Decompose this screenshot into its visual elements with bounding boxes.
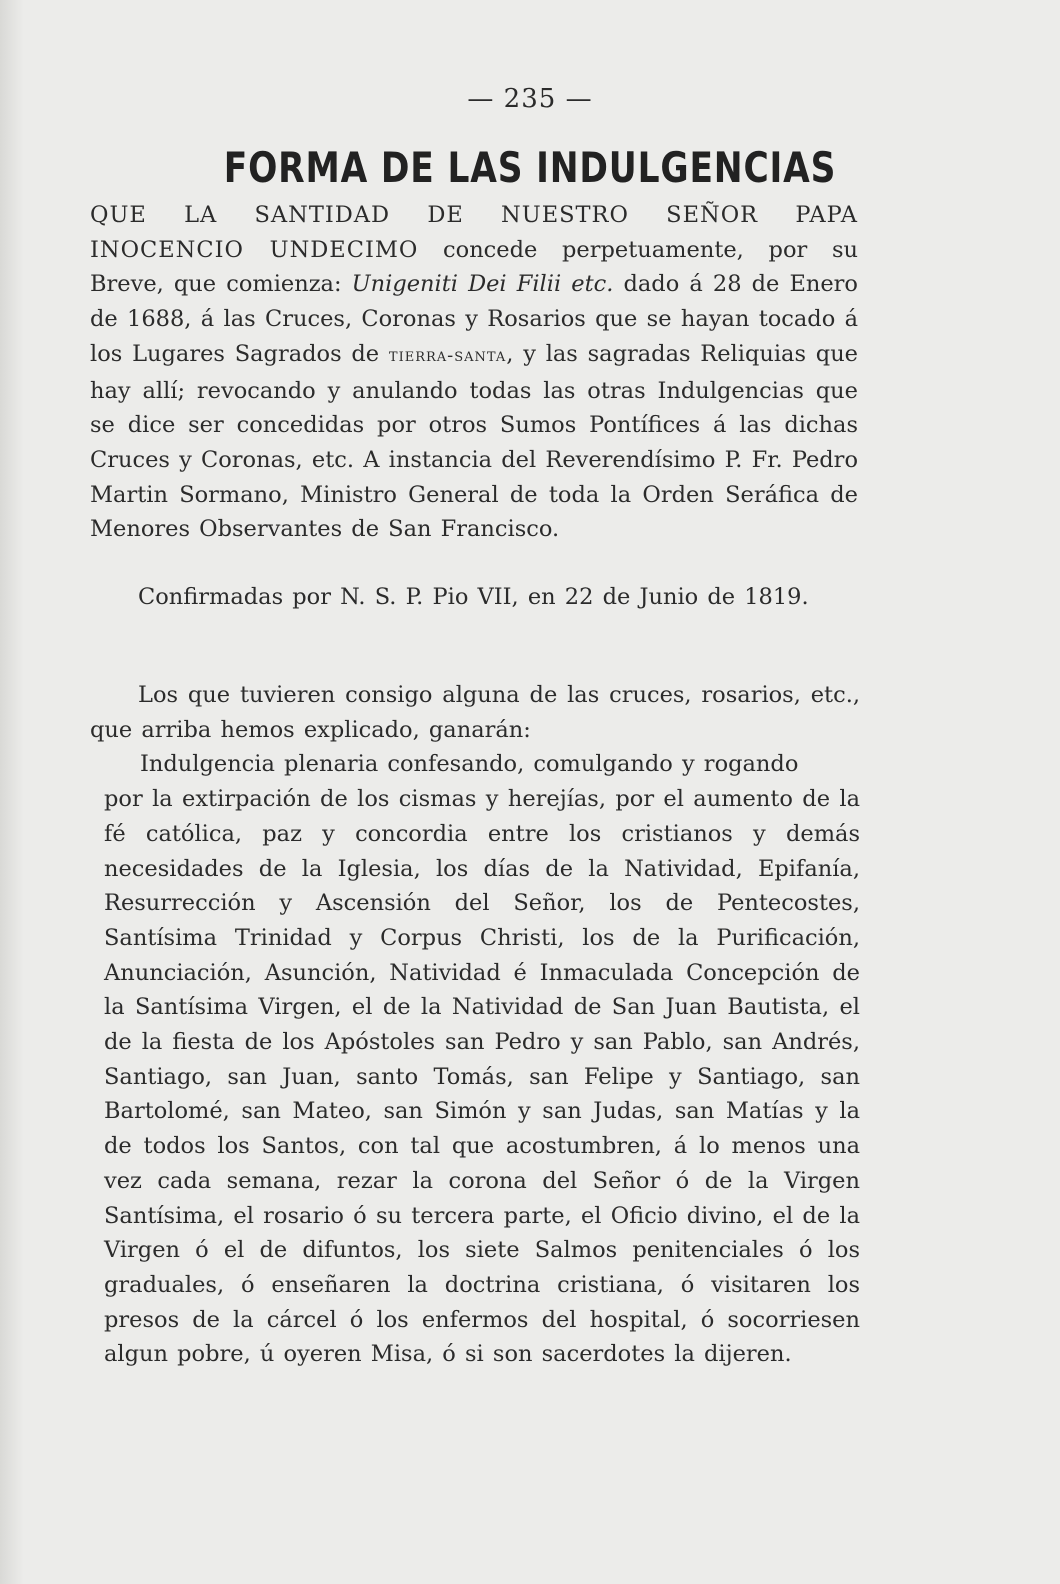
intro-uppercase: QUE LA SANTIDAD DE NUESTRO SEÑOR PAPA INOCENCIO UNDECIMO: [90, 202, 858, 263]
intro-smallcaps: tierra-santa: [388, 344, 507, 366]
gutter-shadow: [0, 0, 24, 1584]
intro-part-3: , y las sagradas Reliquias que hay allí; revocando y anulando todas las otras Indulgencias que se dice ser concedidas por otros Sumos Pontífices á las dichas Cruces y Coronas, etc. A instancia del Reverendísimo P. Fr. Pedro Martin Sormano, Ministro General de toda la Orden Seráfica de Menores Observantes de San Francisco.: [90, 340, 858, 543]
effects-body-first-line: Indulgencia plenaria confesando, comulgando y rogando: [140, 751, 799, 778]
page-title: FORMA DE LAS INDULGENCIAS: [223, 143, 837, 192]
effects-section: [90, 678, 860, 1372]
effects-body-rest: por la extirpación de los cismas y herejías, por el aumento de la fé católica, paz y concordia entre los cristianos y demás necesidades de la Iglesia, los días de la Natividad, Epifanía, Resurrección y Ascensión del Señor, los de Pentecostes, Santísima Trinidad y Corpus Christi, los de la Purificación, Anunciación, Asunción, Natividad é Inmaculada Concepción de la Santísima Virgen, el de la Natividad de San Juan Bautista, el de la fiesta de los Apóstoles san Pedro y san Pablo, san Andrés, Santiago, san Juan, santo Tomás, san Felipe y Santiago, san Bartolomé, san Mateo, san Simón y san Judas, san Matías y la de todos los Santos, con tal que acostumbren, á lo menos una vez cada semana, rezar la corona del Señor ó de la Virgen Santísima, el rosario ó su tercera parte, el Oficio divino, el de la Virgen ó el de difuntos, los siete Salmos penitenciales ó los graduales, ó enseñaren la doctrina cristiana, ó visitaren los presos de la cárcel ó los enfermos del hospital, ó socorriesen algun pobre, ú oyeren Misa, ó si son sacerdotes la dijeren.: [104, 786, 860, 1368]
intro-paragraph: [90, 198, 858, 547]
intro-part-2: dado á 28 de Enero de 1688, á las Cruces, Coronas y Rosarios que se hayan tocado á los Lugares Sagrados de: [90, 271, 858, 367]
effects-lead: Los que tuvieren consigo alguna de las cruces, rosarios, etc., que arriba hemos explicado, ganarán:: [90, 682, 860, 743]
confirmation-paragraph: [90, 580, 858, 615]
intro-italic: Unigeniti Dei Filii etc.: [351, 271, 614, 298]
page-number: — 235 —: [467, 84, 593, 114]
confirmation-text: Confirmadas por N. S. P. Pio VII, en 22 de Junio de 1819.: [138, 584, 809, 610]
intro-part-1: concede perpetuamente, por su Breve, que comienza:: [90, 236, 858, 298]
effects-body: [90, 747, 860, 1372]
intro-text: [90, 198, 858, 547]
